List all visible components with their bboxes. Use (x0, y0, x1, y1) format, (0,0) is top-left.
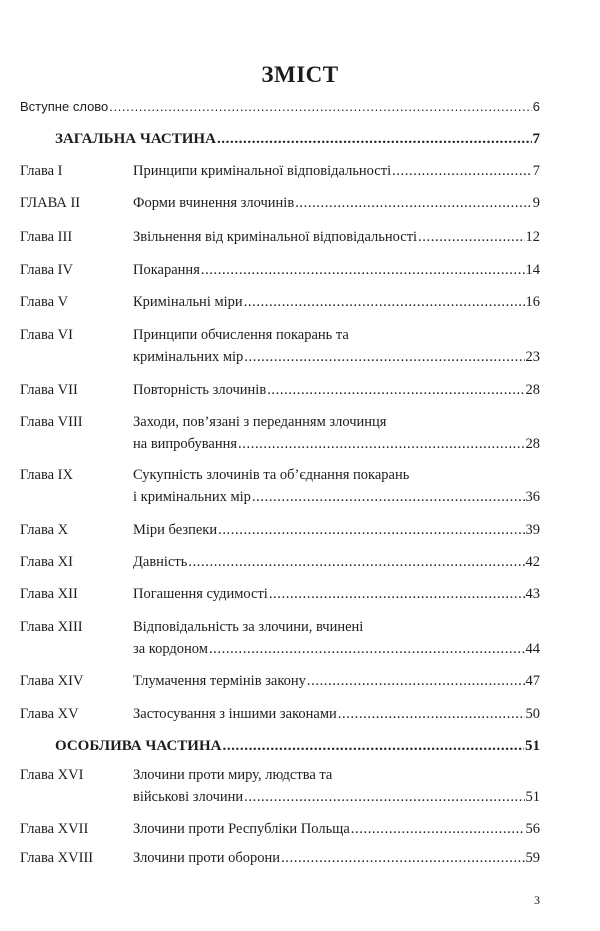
dot-leader (188, 551, 524, 573)
chapter-label: Глава III (20, 229, 73, 245)
entry-line (133, 551, 540, 573)
entry-title: Злочини проти миру, людства та (133, 767, 333, 783)
entry-line (133, 192, 540, 214)
chapter-label: Глава XVII (20, 821, 89, 837)
entry-page: 56 (525, 821, 540, 837)
dot-leader (418, 226, 524, 248)
entry-line (133, 433, 540, 455)
entry-line (133, 486, 540, 508)
dot-leader (209, 638, 525, 660)
entry-body (133, 818, 540, 840)
entry-line (55, 735, 540, 757)
entry-title: Форми вчинення злочинів (133, 195, 295, 211)
chapter-label: Глава VII (20, 382, 78, 398)
dot-leader (295, 192, 532, 214)
entry-page: 7 (532, 163, 540, 179)
chapter-label: Глава XI (20, 554, 73, 570)
entry-page: 6 (532, 99, 540, 114)
entry-page: 7 (532, 131, 540, 147)
entry-body (133, 847, 540, 869)
entry-page: 28 (525, 436, 540, 452)
entry-body (133, 764, 540, 808)
entry-title: Кримінальні міри (133, 294, 243, 310)
entry-title: Застосування з іншими законами (133, 706, 337, 722)
chapter-label: Глава X (20, 522, 69, 538)
dot-leader (109, 96, 531, 118)
entry-line (133, 818, 540, 840)
entry-title: Звільнення від кримінальної відповідальності (133, 229, 418, 245)
entry-body (133, 464, 540, 508)
entry-body (133, 616, 540, 660)
entry-line (133, 259, 540, 281)
entry-title: на випробування (133, 436, 238, 452)
entry-line (133, 160, 540, 182)
entry-page: 43 (525, 586, 540, 602)
entry-line (133, 346, 540, 368)
dot-leader (392, 160, 532, 182)
entry-title: Вступне слово (20, 99, 109, 114)
entry-line (133, 583, 540, 605)
chapter-label: Глава XVI (20, 767, 84, 783)
entry-body (133, 291, 540, 313)
entry-body (133, 160, 540, 182)
entry-line (133, 464, 540, 486)
chapter-label: Глава XII (20, 586, 78, 602)
entry-line (133, 616, 540, 638)
entry-title: Тлумачення термінів закону (133, 673, 306, 689)
entry-line (133, 703, 540, 725)
entry-body (55, 735, 540, 757)
page-number: 3 (534, 893, 540, 907)
entry-line (133, 847, 540, 869)
entry-line (133, 670, 540, 692)
entry-body (133, 583, 540, 605)
chapter-label: Глава XIII (20, 619, 83, 635)
entry-page: 42 (525, 554, 540, 570)
dot-leader (281, 847, 524, 869)
entry-page: 36 (525, 489, 540, 505)
dot-leader (244, 346, 524, 368)
entry-title: за кордоном (133, 641, 208, 657)
entry-line (133, 291, 540, 313)
chapter-label: ГЛАВА II (20, 195, 81, 211)
entry-title: Давність (133, 554, 188, 570)
entry-title: ОСОБЛИВА ЧАСТИНА (55, 738, 222, 754)
entry-line (133, 764, 540, 786)
entry-title: Заходи, пов’язані з переданням злочинця (133, 414, 387, 430)
entry-body (133, 703, 540, 725)
entry-page: 39 (525, 522, 540, 538)
entry-line (133, 226, 540, 248)
entry-body (20, 96, 540, 118)
chapter-label: Глава XVIII (20, 850, 94, 866)
chapter-label: Глава XV (20, 706, 79, 722)
page-title: ЗМІСТ (261, 62, 339, 87)
chapter-label: Глава VIII (20, 414, 83, 430)
entry-body (133, 259, 540, 281)
dot-leader (269, 583, 525, 605)
entry-page: 23 (525, 349, 540, 365)
entry-body (133, 226, 540, 248)
entry-page: 50 (525, 706, 540, 722)
dot-leader (238, 433, 524, 455)
entry-title: Покарання (133, 262, 200, 278)
entry-line (20, 96, 540, 118)
dot-leader (244, 291, 525, 313)
entry-page: 12 (525, 229, 540, 245)
entry-line (133, 379, 540, 401)
entry-line (133, 324, 540, 346)
entry-line (133, 786, 540, 808)
entry-body (133, 670, 540, 692)
dot-leader (201, 259, 525, 281)
entry-title: і кримінальних мір (133, 489, 251, 505)
dot-leader (217, 128, 532, 150)
entry-page: 51 (525, 789, 540, 805)
entry-title: Міри безпеки (133, 522, 218, 538)
dot-leader (351, 818, 525, 840)
entry-title: Погашення судимості (133, 586, 268, 602)
dot-leader (267, 379, 524, 401)
entry-title: ЗАГАЛЬНА ЧАСТИНА (55, 131, 216, 147)
entry-title: Повторність злочинів (133, 382, 267, 398)
entry-line (133, 519, 540, 541)
entry-line (133, 411, 540, 433)
entry-page: 44 (525, 641, 540, 657)
entry-body (133, 551, 540, 573)
dot-leader (218, 519, 524, 541)
entry-title: кримінальних мір (133, 349, 244, 365)
entry-body (133, 411, 540, 455)
entry-title: Відповідальність за злочини, вчинені (133, 619, 364, 635)
entry-body (133, 324, 540, 368)
entry-page: 16 (525, 294, 540, 310)
entry-line (133, 638, 540, 660)
entry-title: Принципи обчислення покарань та (133, 327, 349, 343)
chapter-label: Глава I (20, 163, 63, 179)
chapter-label: Глава IV (20, 262, 73, 278)
entry-page: 9 (532, 195, 540, 211)
entry-page: 14 (525, 262, 540, 278)
dot-leader (252, 486, 525, 508)
dot-leader (338, 703, 525, 725)
dot-leader (307, 670, 525, 692)
entry-page: 47 (525, 673, 540, 689)
entry-page: 28 (525, 382, 540, 398)
entry-title: Принципи кримінальної відповідальності (133, 163, 392, 179)
entry-title: військові злочини (133, 789, 244, 805)
dot-leader (244, 786, 524, 808)
entry-body (133, 192, 540, 214)
entry-title: Злочини проти оборони (133, 850, 281, 866)
chapter-label: Глава VI (20, 327, 73, 343)
chapter-label: Глава V (20, 294, 69, 310)
entry-title: Сукупність злочинів та об’єднання покарань (133, 467, 410, 483)
chapter-label: Глава XIV (20, 673, 84, 689)
entry-page: 59 (525, 850, 540, 866)
dot-leader (222, 735, 524, 757)
entry-title: Злочини проти Республіки Польща (133, 821, 350, 837)
entry-body (133, 519, 540, 541)
entry-page: 51 (525, 738, 540, 754)
entry-line (55, 128, 540, 150)
entry-body (133, 379, 540, 401)
entry-body (55, 128, 540, 150)
chapter-label: Глава IX (20, 467, 73, 483)
